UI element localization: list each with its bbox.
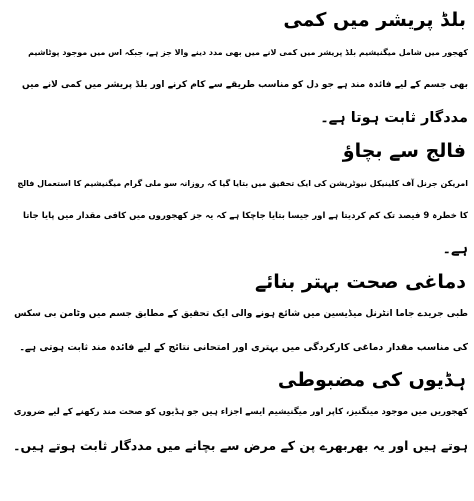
paragraph-line: طبی جریدے جاما انٹرنل میڈیسین میں شائع ہونے والی ایک تحقیق کے مطابق جسم میں وٹامن بی سکس xyxy=(14,309,468,319)
paragraph-line: بھی جسم کے لیے فائدہ مند ہے جو دل کو مناسب طریقے سے کام کرنے اور بلڈ پریشر میں کمی لانے میں xyxy=(22,80,468,90)
paragraph-line: کا خطرہ 9 فیصد تک کم کردیتا ہے اور جیسا بتایا جاچکا ہے کہ یہ جز کھجوروں میں کافی مقدار میں پایا جاتا xyxy=(23,211,468,221)
paragraph-line: ہوتے ہیں اور یہ بھربھرے پن کے مرض سے بچانے میں مددگار ثابت ہوتے ہیں۔ xyxy=(13,438,468,453)
section-blood-pressure xyxy=(6,6,468,135)
section-heading: ہڈیوں کی مضبوطی xyxy=(277,369,466,391)
section-brain-health xyxy=(6,268,468,364)
section-bone-strength xyxy=(6,366,468,462)
section-stroke-prevention xyxy=(6,137,468,266)
paragraph-line: امریکن جرنل آف کلینیکل نیوٹریشن کی ایک تحقیق میں بتایا گیا کہ روزانہ سو ملی گرام میگنیشیم کا استعمال فالج xyxy=(17,179,468,188)
section-heading: فالج سے بچاؤ xyxy=(342,140,466,162)
paragraph-line: کھجور میں شامل میگنیشیم بلڈ پریشر میں کمی لانے میں بھی مدد دینے والا جز ہے، جبکہ اس میں موجود پوٹاشیم xyxy=(28,48,468,57)
paragraph-line: ہے۔ xyxy=(442,241,468,257)
section-heading: دماغی صحت بہتر بنائے xyxy=(255,271,466,293)
section-heading: بلڈ پریشر میں کمی xyxy=(283,9,466,31)
paragraph-line: مددگار ثابت ہوتا ہے۔ xyxy=(320,110,468,126)
paragraph-line: کی مناسب مقدار دماغی کارکردگی میں بہتری اور امتحانی نتائج کے لیے فائدہ مند ثابت ہوتی ہے۔ xyxy=(19,342,468,353)
paragraph-line: کھجوریں میں موجود مینگنیز، کاپر اور میگنیشیم ایسے اجزاء ہیں جو ہڈیوں کو صحت مند رکھنے کے لیے ضروری xyxy=(13,407,468,417)
